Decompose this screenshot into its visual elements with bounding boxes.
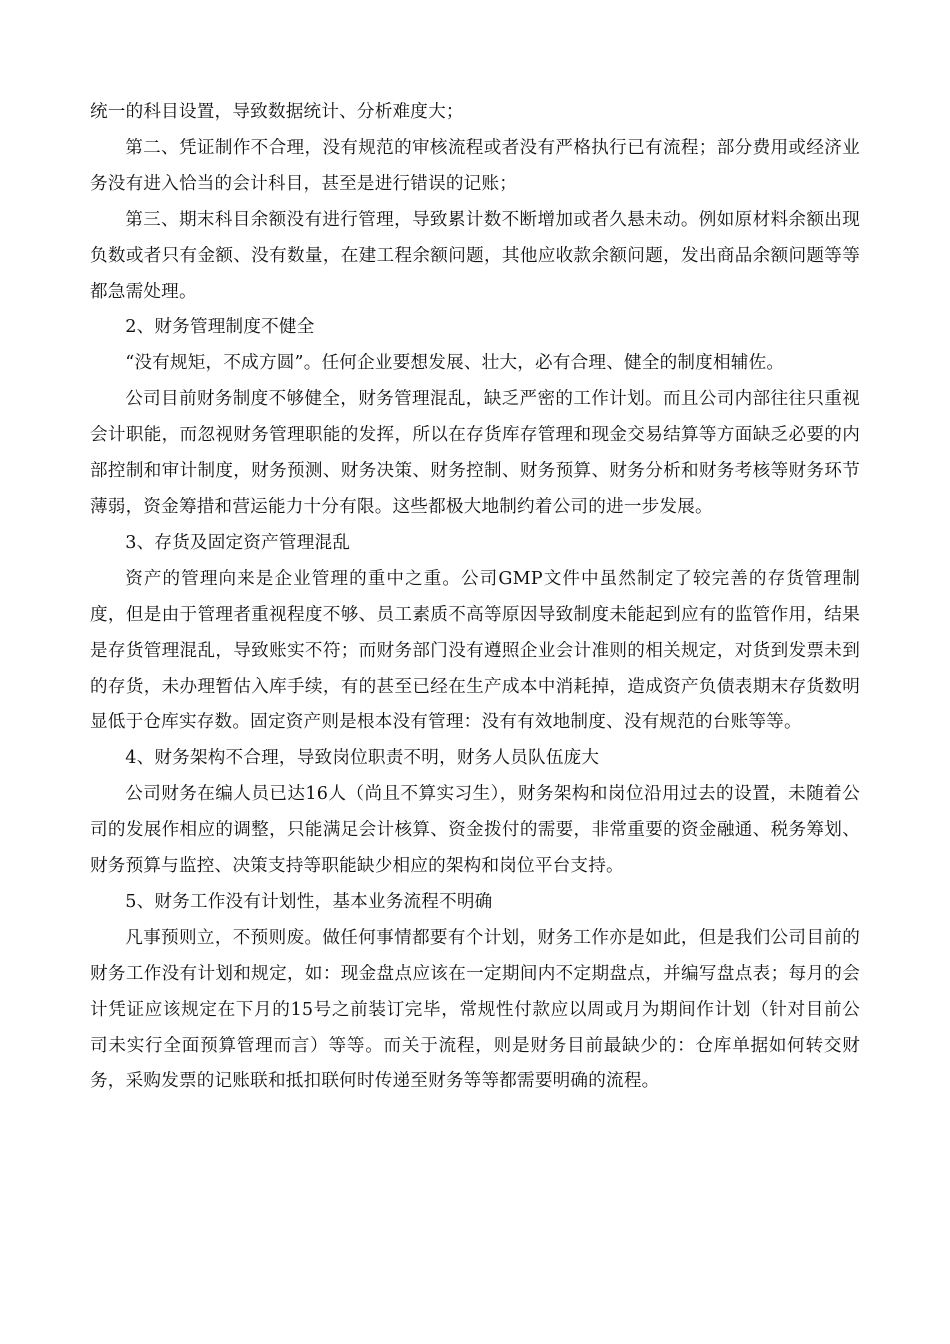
paragraph-point-two: 第二、凭证制作不合理，没有规范的审核流程或者没有严格执行已有流程；部分费用或经济业务没有进入恰当的会计科目，甚至是进行错误的记账； (90, 137, 860, 194)
paragraph-quote: “没有规矩，不成方圆”。任何企业要想发展、壮大，必有合理、健全的制度相辅佐。 (125, 353, 785, 374)
section-heading-5: 5、财务工作没有计划性，基本业务流程不明确 (125, 891, 493, 912)
paragraph-asset-management: 资产的管理向来是企业管理的重中之重。公司GMP文件中虽然制定了较完善的存货管理制度，但是由于管理者重视程度不够、员工素质不高等原因导致制度未能起到应有的监管作用，结果是存货管理混乱，导致账实不符；而财务部门没有遵照企业会计准则的相关规定，对货到发票未到的存货，未办理暂估入库手续，有的甚至已经在生产成本中消耗掉，造成资产负债表期末存货数明显低于仓库实存数。固定资产则是根本没有管理：没有有效地制度、没有规范的台账等等。 (90, 568, 860, 733)
section-heading-2: 2、财务管理制度不健全 (125, 317, 315, 338)
paragraph-continuation: 统一的科目设置，导致数据统计、分析难度大； (90, 102, 464, 122)
paragraph-finance-system: 公司目前财务制度不够健全，财务管理混乱，缺乏严密的工作计划。而且公司内部往往只重视会计职能，而忽视财务管理职能的发挥，所以在存货库存管理和现金交易结算等方面缺乏必要的内部控制和审计制度，财务预测、财务决策、财务控制、财务预算、财务分析和财务考核等财务环节薄弱，资金筹措和营运能力十分有限。这些都极大地制约着公司的进一步发展。 (90, 389, 860, 517)
paragraph-point-three: 第三、期末科目余额没有进行管理，导致累计数不断增加或者久悬未动。例如原材料余额出现负数或者只有金额、没有数量，在建工程余额问题，其他应收款余额问题，发出商品余额问题等等都急需处理。 (90, 209, 860, 302)
document-page (90, 95, 860, 1100)
paragraph-finance-structure: 公司财务在编人员已达16人（尚且不算实习生），财务架构和岗位沿用过去的设置，未随着公司的发展作相应的调整，只能满足会计核算、资金拨付的需要，非常重要的资金融通、税务筹划、财务预算与监控、决策支持等职能缺少相应的架构和岗位平台支持。 (90, 784, 860, 877)
section-heading-3: 3、存货及固定资产管理混乱 (125, 532, 351, 553)
paragraph-planning: 凡事预则立，不预则废。做任何事情都要有个计划，财务工作亦是如此，但是我们公司目前的财务工作没有计划和规定，如：现金盘点应该在一定期间内不定期盘点，并编写盘点表；每月的会计凭证应该规定在下月的15号之前装订完毕，常规性付款应以周或月为期间作计划（针对目前公司未实行全面预算管理而言）等等。而关于流程，则是财务目前最缺少的：仓库单据如何转交财务，采购发票的记账联和抵扣联何时传递至财务等等都需要明确的流程。 (90, 927, 860, 1092)
section-heading-4: 4、财务架构不合理，导致岗位职责不明，财务人员队伍庞大 (125, 748, 600, 769)
